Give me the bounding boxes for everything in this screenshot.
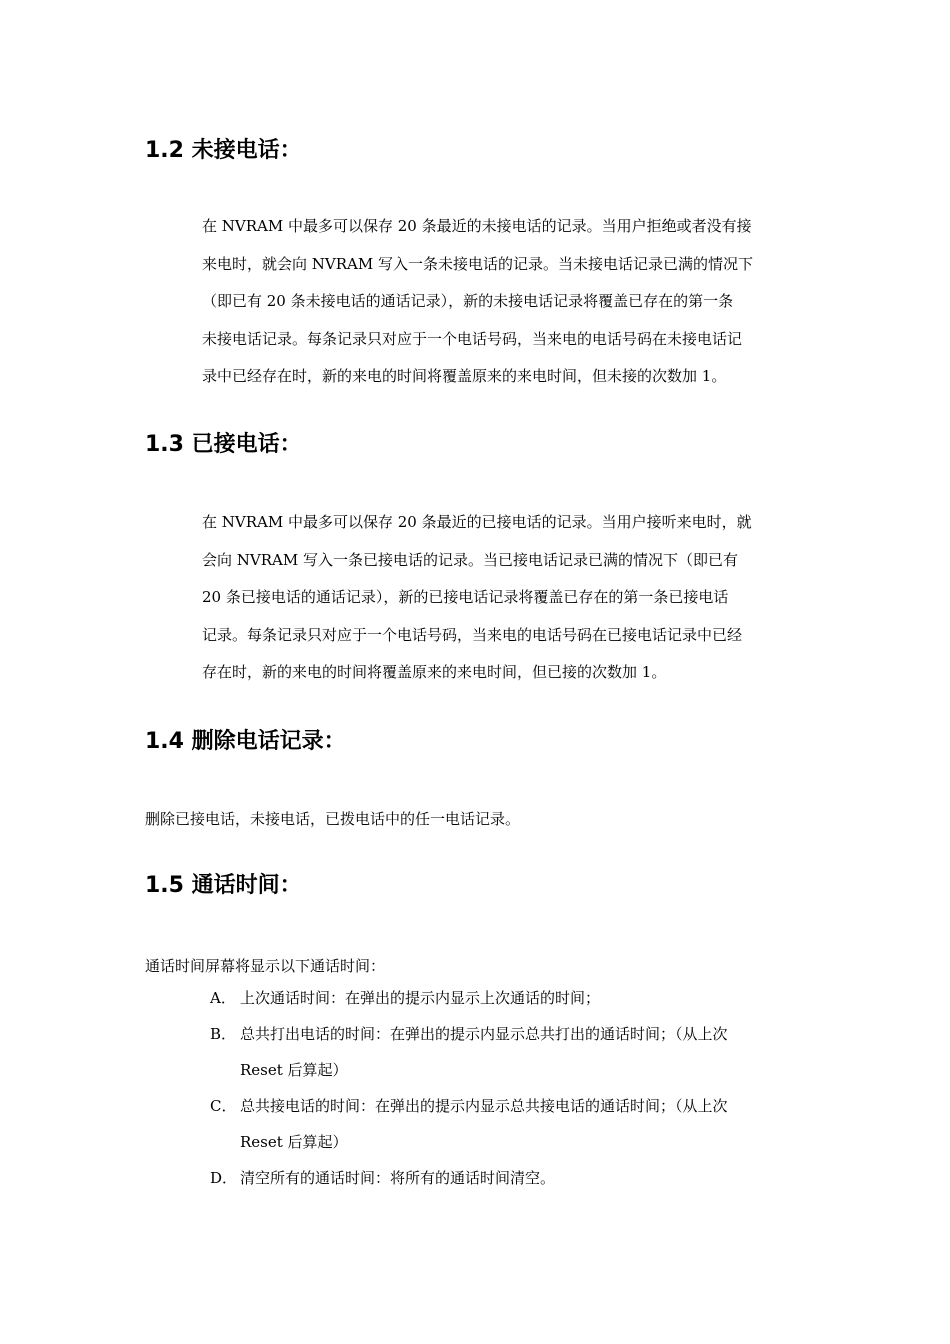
paragraph-line: 20 条已接电话的通话记录），新的已接电话记录将覆盖已存在的第一条已接电话 xyxy=(202,588,729,606)
paragraph-line: 会向 NVRAM 写入一条已接电话的记录。当已接电话记录已满的情况下（即已有 xyxy=(202,550,738,569)
list-item-text: 清空所有的通话时间：将所有的通话时间清空。 xyxy=(240,1169,556,1187)
paragraph-line: 存在时，新的来电的时间将覆盖原来的来电时间，但已接的次数加 1。 xyxy=(202,663,667,681)
paragraph-line: 录中已经存在时，新的来电的时间将覆盖原来的来电时间，但未接的次数加 1。 xyxy=(202,367,727,385)
list-item xyxy=(210,1092,728,1164)
section-heading-missed-calls: 1.2 未接电话： xyxy=(145,138,302,163)
paragraph-line: （即已有 20 条未接电话的通话记录），新的未接电话记录将覆盖已存在的第一条 xyxy=(202,292,734,310)
section-heading-delete-records: 1.4 删除电话记录： xyxy=(145,729,346,754)
list-marker: D． xyxy=(210,1169,238,1187)
paragraph-line: 未接电话记录。每条记录只对应于一个电话号码，当来电的电话号码在未接电话记 xyxy=(202,329,743,348)
list-marker: B． xyxy=(210,1025,237,1043)
delete-records-text: 删除已接电话，未接电话，已拨电话中的任一电话记录。 xyxy=(145,810,521,828)
paragraph-line: 来电时，就会向 NVRAM 写入一条未接电话的记录。当未接电话记录已满的情况下 xyxy=(202,254,753,273)
paragraph-line: 在 NVRAM 中最多可以保存 20 条最近的未接电话的记录。当用户拒绝或者没有接 xyxy=(202,217,752,235)
list-item xyxy=(210,984,728,1020)
list-item-text: 总共接电话的时间：在弹出的提示内显示总共接电话的通话时间；（从上次 xyxy=(240,1097,728,1115)
list-item xyxy=(210,1020,728,1092)
paragraph-line: 记录。每条记录只对应于一个电话号码，当来电的电话号码在已接电话记录中已经 xyxy=(202,625,743,644)
list-marker: A． xyxy=(210,989,236,1007)
paragraph-line: 在 NVRAM 中最多可以保存 20 条最近的已接电话的记录。当用户接听来电时，就 xyxy=(202,513,752,531)
call-duration-intro: 通话时间屏幕将显示以下通话时间： xyxy=(145,957,386,975)
missed-calls-paragraph xyxy=(202,208,753,396)
received-calls-paragraph xyxy=(202,504,752,692)
section-heading-call-duration: 1.5 通话时间： xyxy=(145,873,302,898)
list-item-text-continued: Reset 后算起） xyxy=(240,1061,348,1079)
list-item xyxy=(210,1164,728,1200)
list-item-text-continued: Reset 后算起） xyxy=(240,1133,348,1151)
section-heading-received-calls: 1.3 已接电话： xyxy=(145,432,302,457)
list-item-text: 上次通话时间：在弹出的提示内显示上次通话的时间； xyxy=(240,989,601,1007)
list-item-text: 总共打出电话的时间：在弹出的提示内显示总共打出的通话时间；（从上次 xyxy=(240,1025,728,1043)
call-duration-list xyxy=(210,984,728,1200)
list-marker: C． xyxy=(210,1097,237,1115)
